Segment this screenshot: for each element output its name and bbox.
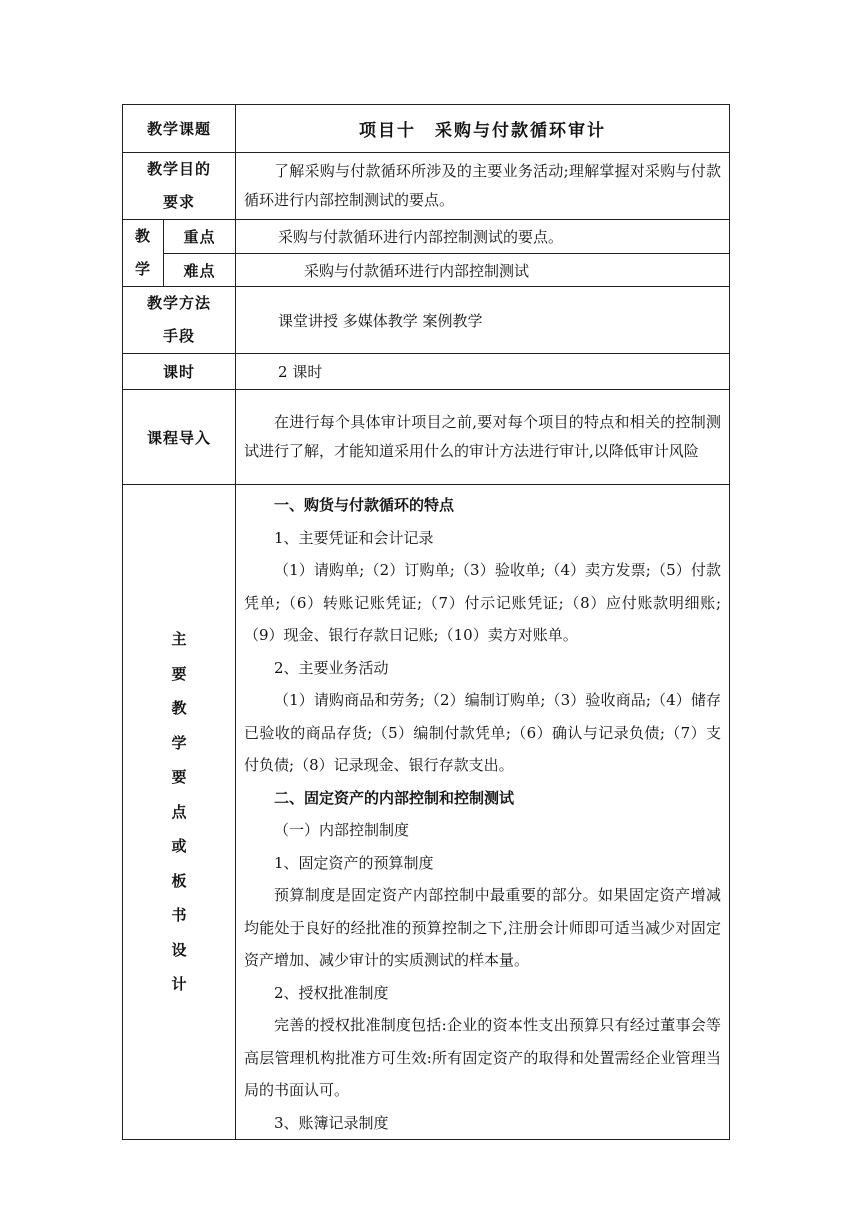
lesson-plan-table [122,104,730,1140]
method-label: 教学方法 手段 [123,287,236,354]
objective-text: 了解采购与付款循环所涉及的主要业务活动;理解掌握对采购与付款循环进行内部控制测试的要点。 [236,153,730,220]
paragraph: （1）请购单;（2）订购单;（3）验收单;（4）卖方发票;（5）付款凭单;（6）转账记账凭证;（7）付示记账凭证;（8）应付账款明细账;（9）现金、银行存款日记账;（10）卖方对账单。 [244,561,722,644]
paragraph: （1）请购商品和劳务;（2）编制订购单;（3）验收商品;（4）储存已验收的商品存货;（5）编制付款凭单;（6）确认与记录负债;（7）支付负债;（8）记录现金、银行存款支出。 [244,691,722,774]
paragraph: 预算制度是固定资产内部控制中最重要的部分。如果固定资产增减均能处于良好的经批准的预算控制之下,注册会计师即可适当减少对固定资产增加、减少审计的实质测试的样本量。 [244,886,722,969]
subsection-heading: 1、主要凭证和会计记录 [274,528,434,547]
section-heading: 一、购货与付款循环的特点 [274,496,455,514]
subsection-heading: 3、账簿记录制度 [274,1113,389,1132]
method-text: 课堂讲授 多媒体教学 案例教学 [236,287,730,354]
subsection-heading: 2、主要业务活动 [274,658,389,677]
main-content-label: 主 要 教 学 要 点 或 板 书 设 计 [123,485,236,1140]
objective-label: 教学目的 要求 [123,153,236,220]
teaching-label: 教 学 [123,220,164,287]
intro-text: 在进行每个具体审计项目之前,要对每个项目的特点和相关的控制测试进行了解，才能知道采用什么的审计方法进行审计,以降低审计风险 [236,390,730,485]
row-objective [123,153,730,220]
row-course-title [123,105,730,153]
key-point-label: 重点 [164,220,236,254]
paragraph: 完善的授权批准制度包括:企业的资本性支出预算只有经过董事会等高层管理机构批准方可生效:所有固定资产的取得和处置需经企业管理当局的书面认可。 [244,1016,722,1099]
difficult-point-text: 采购与付款循环进行内部控制测试 [236,254,730,287]
row-main-content [123,485,730,1140]
course-title-label: 教学课题 [123,105,236,153]
course-title: 项目十 采购与付款循环审计 [236,105,730,153]
row-difficult-point [123,254,730,287]
row-method [123,287,730,354]
row-intro [123,390,730,485]
row-key-point [123,220,730,254]
main-content [236,485,730,1140]
subsection-heading: 2、授权批准制度 [274,983,389,1002]
intro-label: 课程导入 [123,390,236,485]
hours-label: 课时 [123,354,236,390]
difficult-point-label: 难点 [164,254,236,287]
section-heading: 二、固定资产的内部控制和控制测试 [274,788,515,807]
key-point-text: 采购与付款循环进行内部控制测试的要点。 [236,220,730,254]
subsection-heading: （一）内部控制制度 [274,821,410,839]
hours-text: 2 课时 [236,354,730,390]
row-hours [123,354,730,390]
subsection-heading: 1、固定资产的预算制度 [274,853,434,872]
